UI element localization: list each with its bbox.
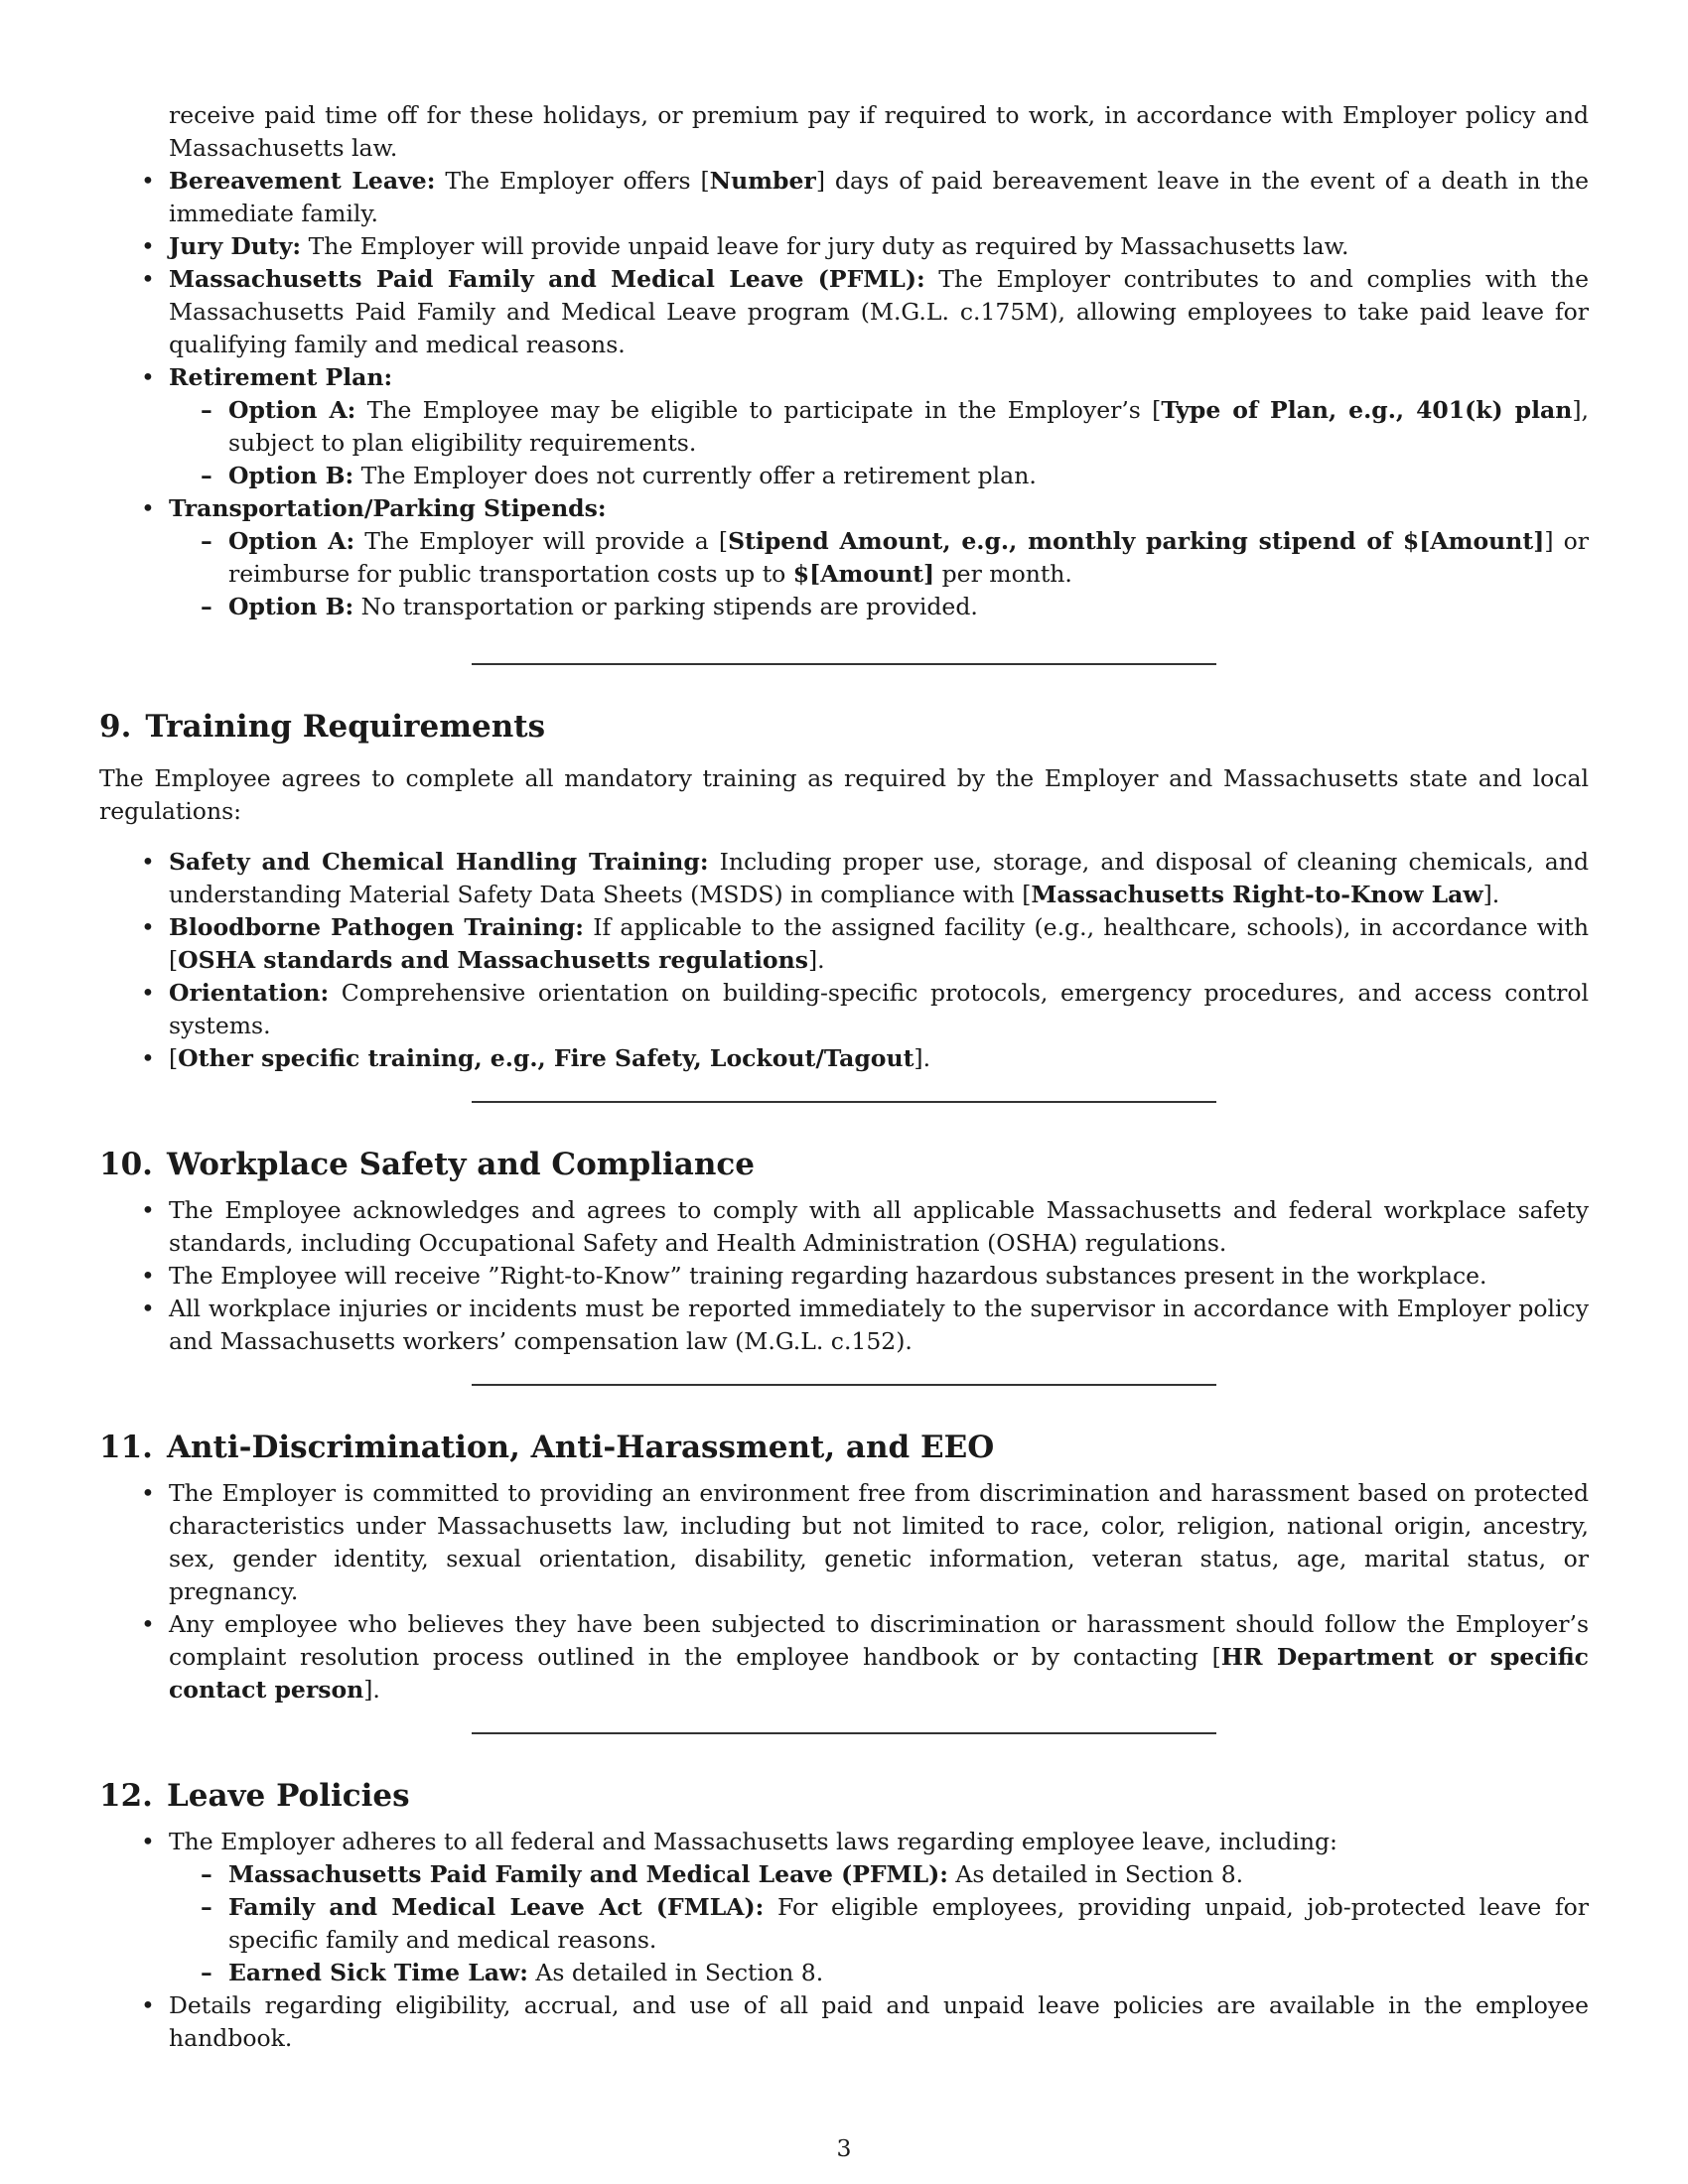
transport-option-a-text-3: per month.	[934, 560, 1072, 588]
list-item: • The Employee acknowledges and agrees to comply with all applicable Massachusetts and federal workplace safety standards, including Occupational Safety and Health Administration (OSHA) regulations.	[99, 1194, 1589, 1260]
orientation-item	[99, 977, 1589, 1042]
safety-compliance-list	[99, 1194, 1589, 1358]
leave-laws-list	[169, 1858, 1589, 1989]
section-divider	[472, 1732, 1216, 1734]
bereavement-placeholder: Number	[709, 167, 816, 195]
retirement-option-b	[169, 460, 1589, 492]
list-item: • All workplace injuries or incidents must be reported immediately to the supervisor in accordance with Employer policy and Massachusetts workers’ compensation law (M.G.L. c.152).	[99, 1293, 1589, 1358]
other-training-placeholder: Other specific training, e.g., Fire Safety, Lockout/Tagout	[178, 1044, 914, 1072]
section-9-heading	[99, 707, 1589, 747]
transport-option-a-text-2: ] or reimburse for public transportation costs up to	[228, 527, 1589, 588]
section-9-title: Training Requirements	[145, 709, 546, 745]
transport-option-b-text: No transportation or parking stipends are provided.	[360, 593, 978, 620]
bereavement-text-2: ] days of paid bereavement leave in the event of a death in the immediate family.	[169, 167, 1589, 227]
bereavement-text-1: The Employer offers [	[445, 167, 710, 195]
leave-fmla-text: For eligible employees, providing unpaid, job-protected leave for specific family and medical reasons.	[228, 1893, 1589, 1954]
orientation-text: Comprehensive orientation on building-specific protocols, emergency procedures, and access control systems.	[169, 979, 1589, 1039]
bereavement-label: Bereavement Leave:	[169, 167, 436, 195]
retirement-option-b-text: The Employer does not currently offer a retirement plan.	[360, 462, 1037, 489]
holiday-continuation: receive paid time off for these holidays, or premium pay if required to work, in accordance with Employer policy and Massachusetts law.	[169, 101, 1589, 162]
retirement-options	[169, 394, 1589, 492]
section-11-number: 11.	[99, 1430, 153, 1465]
section-9-number: 9.	[99, 709, 132, 745]
leave-fmla-item	[169, 1891, 1589, 1957]
other-training-item	[99, 1042, 1589, 1075]
leave-details-item: • Details regarding eligibility, accrual, and use of all paid and unpaid leave policies are available in the employee handbook.	[99, 1989, 1589, 2055]
section-11-title: Anti-Discrimination, Anti-Harassment, and EEO	[166, 1430, 995, 1465]
bloodborne-label: Bloodborne Pathogen Training:	[169, 913, 584, 941]
section-12-heading	[99, 1776, 1589, 1816]
hr-contact-placeholder: HR Department or specific contact person	[169, 1643, 1589, 1704]
jury-duty-item	[99, 230, 1589, 263]
complaint-text-2: ].	[363, 1676, 380, 1704]
retirement-option-a-text-1: The Employee may be eligible to participate in the Employer’s [	[366, 396, 1162, 424]
safety-training-label: Safety and Chemical Handling Training:	[169, 848, 709, 876]
right-to-know-placeholder: Massachusetts Right-to-Know Law	[1031, 881, 1483, 908]
document-page	[99, 99, 1589, 2055]
leave-pfml-item	[169, 1858, 1589, 1891]
transport-options	[169, 525, 1589, 623]
leave-policies-list	[99, 1826, 1589, 2055]
leave-sick-label: Earned Sick Time Law:	[228, 1959, 528, 1986]
transport-option-a-label: Option A:	[228, 527, 355, 555]
retirement-option-b-label: Option B:	[228, 462, 354, 489]
list-item: • The Employee will receive ”Right-to-Know” training regarding hazardous substances present in the workplace.	[99, 1260, 1589, 1293]
section-9-intro: The Employee agrees to complete all mandatory training as required by the Employer and Massachusetts state and local regulations:	[99, 764, 1589, 825]
section-divider	[472, 663, 1216, 665]
section-10-number: 10.	[99, 1147, 153, 1182]
pfml-item	[99, 263, 1589, 361]
retirement-option-a-text-2: ], subject to plan eligibility requirements.	[228, 396, 1589, 457]
retirement-option-a-label: Option A:	[228, 396, 356, 424]
retirement-item	[99, 361, 1589, 492]
transport-label: Transportation/Parking Stipends:	[169, 494, 607, 522]
leave-pfml-label: Massachusetts Paid Family and Medical Leave (PFML):	[228, 1860, 948, 1888]
section-divider	[472, 1101, 1216, 1103]
retirement-option-a	[169, 394, 1589, 460]
retirement-label: Retirement Plan:	[169, 363, 393, 391]
safety-training-item	[99, 846, 1589, 911]
pfml-label: Massachusetts Paid Family and Medical Leave (PFML):	[169, 265, 925, 293]
list-item	[99, 1608, 1589, 1706]
transport-option-b	[169, 591, 1589, 623]
bloodborne-text-1: If applicable to the assigned facility (e.g., healthcare, schools), in accordance with [	[169, 913, 1589, 974]
page-number: 3	[836, 2134, 852, 2162]
pfml-text: The Employer contributes to and complies with the Massachusetts Paid Family and Medical Leave program (M.G.L. c.175M), allowing employees to take paid leave for qualifying family and medical reasons.	[169, 265, 1589, 358]
retirement-plan-placeholder: Type of Plan, e.g., 401(k) plan	[1161, 396, 1573, 424]
leave-sick-item	[169, 1957, 1589, 1989]
amount-placeholder: $[Amount]	[792, 560, 935, 588]
training-list	[99, 846, 1589, 1075]
leave-intro-text: The Employer adheres to all federal and Massachusetts laws regarding employee leave, including:	[169, 1828, 1337, 1855]
complaint-text-1: Any employee who believes they have been subjected to discrimination or harassment should follow the Employer’s complaint resolution process outlined in the employee handbook or by contacting [	[169, 1610, 1589, 1671]
leave-intro-item	[99, 1826, 1589, 1989]
transport-option-a	[169, 525, 1589, 591]
bloodborne-text-2: ].	[807, 946, 825, 974]
other-training-close: ].	[914, 1044, 931, 1072]
leave-pfml-text: As detailed in Section 8.	[955, 1860, 1244, 1888]
transport-item	[99, 492, 1589, 623]
transport-option-a-text-1: The Employer will provide a [	[364, 527, 729, 555]
list-item: • The Employer is committed to providing an environment free from discrimination and harassment based on protected characteristics under Massachusetts law, including but not limited to race, color, religion, national origin, ancestry, sex, gender identity, sexual orientation, disability, genetic information, veteran status, age, marital status, or pregnancy.	[99, 1477, 1589, 1608]
safety-training-text-1: Including proper use, storage, and disposal of cleaning chemicals, and understanding Material Safety Data Sheets (MSDS) in compliance with [	[169, 848, 1589, 908]
section-10-title: Workplace Safety and Compliance	[166, 1147, 755, 1182]
transport-option-b-label: Option B:	[228, 593, 354, 620]
orientation-label: Orientation:	[169, 979, 330, 1007]
section-10-heading	[99, 1145, 1589, 1184]
section-11-heading	[99, 1428, 1589, 1467]
stipend-placeholder: Stipend Amount, e.g., monthly parking stipend of $[Amount]	[728, 527, 1545, 555]
section-12-title: Leave Policies	[166, 1778, 410, 1814]
benefits-list	[99, 165, 1589, 623]
anti-discrimination-list	[99, 1477, 1589, 1706]
bloodborne-item	[99, 911, 1589, 977]
jury-duty-text: The Employer will provide unpaid leave for jury duty as required by Massachusetts law.	[308, 232, 1349, 260]
bereavement-item	[99, 165, 1589, 230]
leave-sick-text: As detailed in Section 8.	[535, 1959, 824, 1986]
osha-placeholder: OSHA standards and Massachusetts regulations	[178, 946, 808, 974]
section-12-number: 12.	[99, 1778, 153, 1814]
other-training-open: [	[169, 1044, 179, 1072]
section-divider	[472, 1384, 1216, 1386]
safety-training-text-2: ].	[1482, 881, 1500, 908]
jury-duty-label: Jury Duty:	[169, 232, 302, 260]
leave-fmla-label: Family and Medical Leave Act (FMLA):	[228, 1893, 765, 1921]
